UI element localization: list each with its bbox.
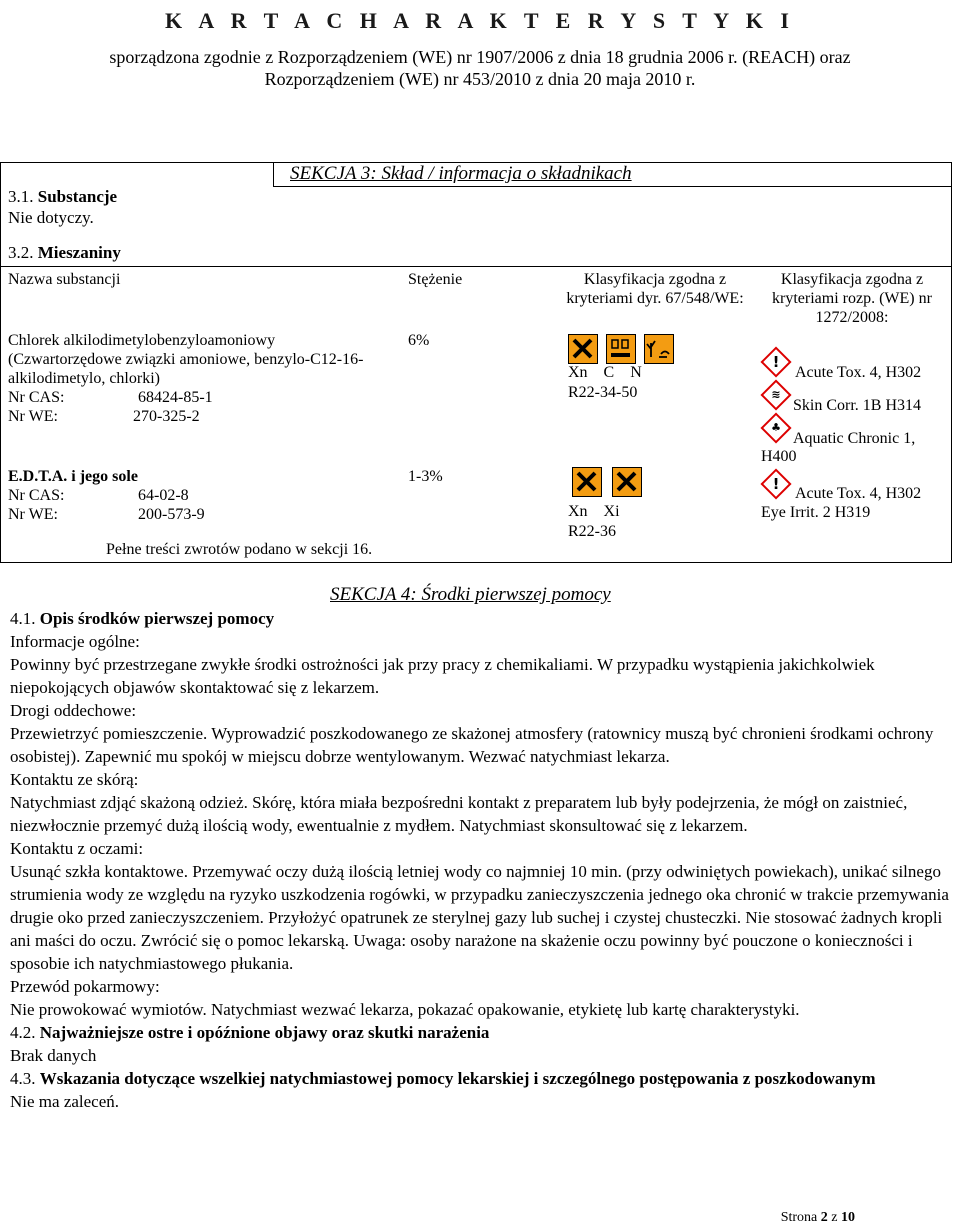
- eye-contact-text: Usunąć szkła kontaktowe. Przemywać oczy dużą ilością letniej wody co najmniej 10 min. (przy odwiniętych powiekach), unikać silnego strumienia wody ze względu na ryzyko uszkodzenia rogówki, w przypadku zanieczyszczenia jednego oka chronić w trakcie przemywania drugie oko przed zanieczyszczeniem. Przyłożyć opatrunek ze sterylnej gazy lub suchej i czystej chusteczki. Nie stosować żadnych kropli ani maści do oczu. Zwrócić się o pomoc lekarską. Uwaga: osoby narażone na skażenie oczu powinny być pouczone o konieczności i sposobie ich natychmiastowego płukania.: [10, 862, 949, 973]
- substance-2-symbols: Xn Xi: [568, 503, 620, 520]
- page-separator: z: [831, 1210, 838, 1225]
- section4-body: [10, 607, 950, 1113]
- document-subtitle-line2: Rozporządzeniem (WE) nr 453/2010 z dnia 20 maja 2010 r.: [264, 69, 696, 89]
- substance-2-risk-phrases: R22-36: [568, 523, 616, 540]
- substance-2-cas-label: Nr CAS:: [8, 487, 65, 504]
- substance-1-we-number: 270-325-2: [133, 408, 200, 425]
- substance-1-clp-4: H400: [761, 448, 797, 465]
- subsection-4-2-text: Brak danych: [10, 1046, 97, 1065]
- section3-left-border: [0, 162, 1, 562]
- harmful-pictogram-icon: [568, 334, 598, 364]
- section4-heading: SEKCJA 4: Środki pierwszej pomocy: [330, 584, 611, 605]
- subsection-4-1: [10, 607, 950, 630]
- substance-1-clp-3: Aquatic Chronic 1,: [793, 430, 916, 447]
- substance-1-we-label: Nr WE:: [8, 408, 58, 425]
- substance-2-we-label: Nr WE:: [8, 506, 58, 523]
- section3-heading-bottom: [273, 186, 951, 187]
- substance-2-concentration: 1-3%: [408, 468, 443, 485]
- ingestion-text: Nie prowokować wymiotów. Natychmiast wezwać lekarza, pokazać opakowanie, etykietę lub kartę charakterystyki.: [10, 1000, 800, 1019]
- eye-contact-label: Kontaktu z oczami:: [10, 839, 144, 858]
- subsection-4-2: [10, 1021, 950, 1044]
- section3-heading: SEKCJA 3: Skład / informacja o składnikach: [290, 163, 632, 184]
- subsection-4-3-title: Wskazania dotyczące wszelkiej natychmiastowej pomocy lekarskiej i szczególnego postępowania z poszkodowanym: [39, 1069, 876, 1088]
- substance-1-symbols: Xn C N: [568, 364, 642, 381]
- harmful-pictogram-icon: [572, 467, 602, 497]
- inhalation-label: Drogi oddechowe:: [10, 701, 137, 720]
- general-info-text: Powinny być przestrzegane zwykłe środki ostrożności jak przy pracy z chemikaliami. W przypadku wystąpienia jakichkolwiek niepokojących objawów skontaktować się z lekarzem.: [10, 655, 875, 697]
- substance-2-we-number: 200-573-9: [138, 506, 205, 523]
- subsection-3-2-title: Mieszaniny: [37, 243, 121, 262]
- page-number: [781, 1210, 855, 1226]
- subsection-3-1-title: Substancje: [37, 187, 118, 206]
- substance-2-cas-number: 64-02-8: [138, 487, 189, 504]
- substance-1-name-line1: Chlorek alkilodimetylobenzyloamoniowy: [8, 332, 276, 349]
- subsection-3-1-number: 3.1.: [8, 187, 38, 206]
- column-header-concentration: Stężenie: [408, 271, 463, 288]
- inhalation-text: Przewietrzyć pomieszczenie. Wyprowadzić poszkodowanego ze skażonej atmosfery (ratownicy muszą być chronieni środkami ochrony osobistej). Zapewnić mu spokój w miejscu dobrze wentylowanym. Wezwać natychmiast lekarza.: [10, 724, 934, 766]
- substance-2-name: E.D.T.A. i jego sole: [8, 468, 138, 485]
- subsection-3-2-number: 3.2.: [8, 243, 38, 262]
- substance-1-name-line3: alkilodimetylo, chlorki): [8, 370, 160, 387]
- skin-contact-label: Kontaktu ze skórą:: [10, 770, 139, 789]
- ingestion-label: Przewód pokarmowy:: [10, 977, 160, 996]
- subsection-4-3-text: Nie ma zaleceń.: [10, 1092, 120, 1111]
- subsection-4-2-number: 4.2.: [10, 1023, 40, 1042]
- table-header-top: [0, 266, 952, 267]
- skin-contact-text: Natychmiast zdjąć skażoną odzież. Skórę, która miała bezpośredni kontakt z preparatem lub były podejrzenia, że mógł on zaistnieć, niezwłocznie przemyć dużą ilością wody, ewentualnie z mydłem. Natychmiast skonsultować się z lekarzem.: [10, 793, 908, 835]
- substance-1-cas-number: 68424-85-1: [138, 389, 213, 406]
- subsection-3-2: [8, 242, 121, 263]
- column-header-clp-classification: Klasyfikacja zgodna z kryteriami rozp. (WE) nr 1272/2008:: [772, 271, 932, 326]
- column-header-name: Nazwa substancji: [8, 271, 121, 288]
- subsection-3-1: [8, 186, 117, 207]
- table-footnote: Pełne treści zwrotów podano w sekcji 16.: [106, 541, 373, 558]
- column-header-dsd-classification: Klasyfikacja zgodna z kryteriami dyr. 67/548/WE:: [566, 271, 744, 307]
- subsection-4-1-title: Opis środków pierwszej pomocy: [39, 609, 275, 628]
- page-current: 2: [820, 1210, 828, 1225]
- subsection-4-1-number: 4.1.: [10, 609, 40, 628]
- subsection-4-3-number: 4.3.: [10, 1069, 40, 1088]
- substance-1-risk-phrases: R22-34-50: [568, 384, 638, 401]
- substance-1-name-line2: (Czwartorzędowe związki amoniowe, benzylo-C12-16-: [8, 351, 364, 368]
- page-label: Strona: [780, 1210, 818, 1225]
- document-title: K A R T A C H A R A K T E R Y S T Y K I: [165, 8, 795, 33]
- section3-heading-divider: [273, 162, 274, 186]
- subsection-4-2-title: Najważniejsze ostre i opóźnione objawy oraz skutki narażenia: [39, 1023, 490, 1042]
- substance-1-cas-label: Nr CAS:: [8, 389, 65, 406]
- document-subtitle-line1: sporządzona zgodnie z Rozporządzeniem (WE) nr 1907/2006 z dnia 18 grudnia 2006 r. (REACH) oraz: [109, 47, 851, 67]
- corrosive-pictogram-icon: [606, 334, 636, 364]
- substance-1-clp-2: Skin Corr. 1B H314: [793, 397, 922, 414]
- irritant-pictogram-icon: [612, 467, 642, 497]
- general-info-label: Informacje ogólne:: [10, 632, 140, 651]
- subsection-4-3: [10, 1067, 950, 1090]
- subsection-3-1-text: Nie dotyczy.: [8, 208, 94, 227]
- substance-1-concentration: 6%: [408, 332, 430, 349]
- environment-pictogram-icon: [644, 334, 674, 364]
- substance-2-clp-1: Acute Tox. 4, H302: [795, 485, 922, 502]
- substance-2-clp-2: Eye Irrit. 2 H319: [761, 504, 871, 521]
- page-total: 10: [841, 1210, 855, 1225]
- substance-1-clp-1: Acute Tox. 4, H302: [795, 364, 922, 381]
- section3-right-border: [951, 162, 952, 562]
- section3-bottom-border: [0, 562, 952, 563]
